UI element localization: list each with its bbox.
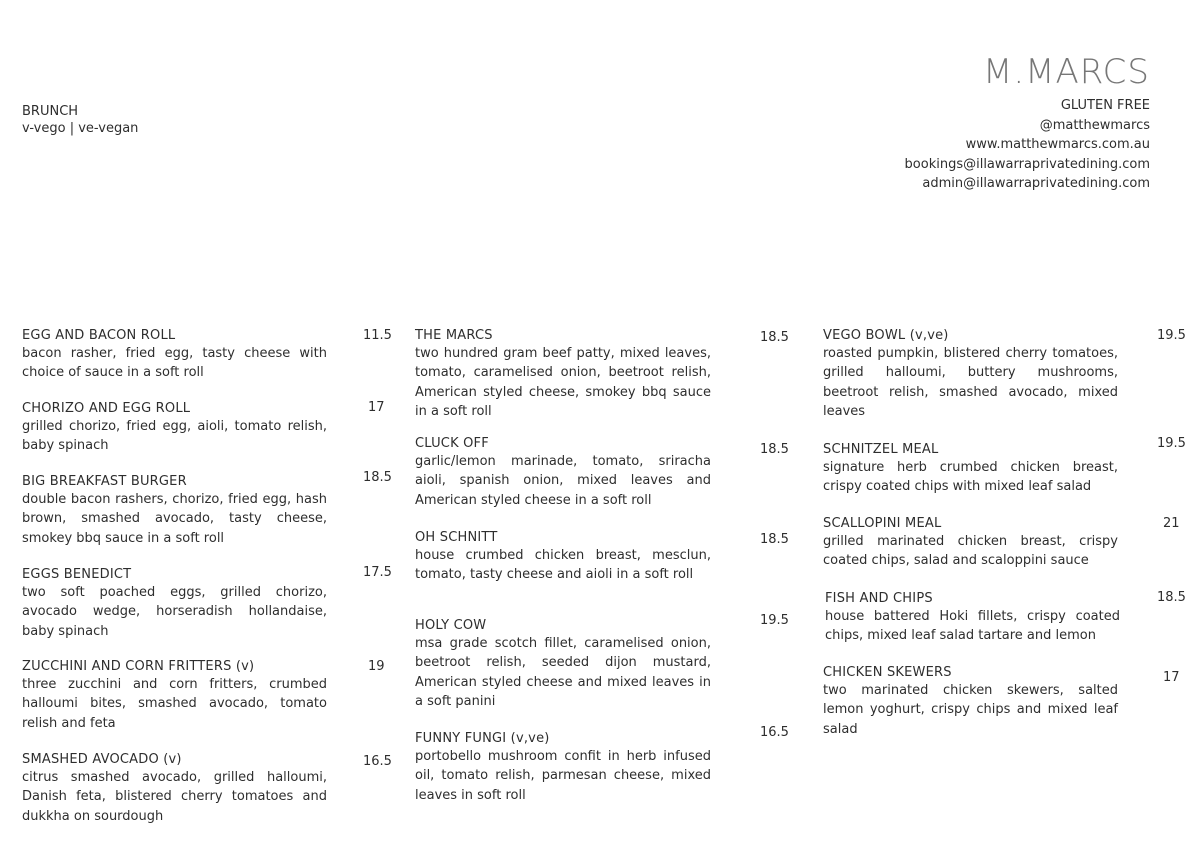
item-price: 16.5 <box>363 754 392 769</box>
menu-item <box>823 327 1118 422</box>
bookings-email[interactable]: bookings@illawarraprivatedining.com <box>904 156 1150 172</box>
item-description: msa grade scotch fillet, caramelised onion, beetroot relish, seeded dijon mustard, American styled cheese and mixed leaves in a soft panini <box>415 636 711 710</box>
item-name: EGGS BENEDICT <box>22 567 132 582</box>
item-description: citrus smashed avocado, grilled halloumi, Danish feta, blistered cherry tomatoes and dukkha on sourdough <box>22 770 327 824</box>
menu-item <box>415 327 711 422</box>
item-name: SCHNITZEL MEAL <box>823 442 939 457</box>
item-description: three zucchini and corn fritters, crumbed halloumi bites, smashed avocado, tomato relish and feta <box>22 677 327 731</box>
item-name: SMASHED AVOCADO (v) <box>22 752 182 767</box>
menu-header <box>22 103 138 137</box>
menu-item <box>22 566 327 641</box>
diet-legend: v-vego | ve-vegan <box>22 121 139 136</box>
item-name: VEGO BOWL (v,ve) <box>823 328 949 343</box>
menu-item <box>415 617 711 712</box>
item-price: 19.5 <box>760 613 789 628</box>
menu-item <box>415 730 711 805</box>
item-name: THE MARCS <box>415 328 493 343</box>
item-name: ZUCCHINI AND CORN FRITTERS (v) <box>22 659 255 674</box>
item-price: 18.5 <box>760 532 789 547</box>
item-description: signature herb crumbed chicken breast, crispy coated chips with mixed leaf salad <box>823 460 1118 495</box>
item-name: OH SCHNITT <box>415 530 498 545</box>
item-price: 19.5 <box>1157 328 1186 343</box>
item-description: two soft poached eggs, grilled chorizo, avocado wedge, horseradish hollandaise, baby spinach <box>22 585 327 639</box>
website-link[interactable]: www.matthewmarcs.com.au <box>965 137 1150 152</box>
item-name: CHICKEN SKEWERS <box>823 665 952 680</box>
menu-item <box>22 400 327 456</box>
section-title: BRUNCH <box>22 104 79 119</box>
item-description: house crumbed chicken breast, mesclun, tomato, tasty cheese and aioli in a soft roll <box>415 548 711 583</box>
brand-block <box>905 52 1150 194</box>
menu-item <box>823 664 1118 739</box>
item-name: FISH AND CHIPS <box>825 591 933 606</box>
item-description: portobello mushroom confit in herb infused oil, tomato relish, parmesan cheese, mixed leaves in soft roll <box>415 749 711 803</box>
item-price: 17.5 <box>363 565 392 580</box>
item-price: 16.5 <box>760 725 789 740</box>
item-price: 21 <box>1163 516 1180 531</box>
menu-item <box>415 529 711 585</box>
social-handle: @matthewmarcs <box>1039 117 1150 133</box>
admin-email[interactable]: admin@illawarraprivatedining.com <box>922 176 1150 191</box>
item-description: bacon rasher, fried egg, tasty cheese with choice of sauce in a soft roll <box>22 346 327 381</box>
item-name: CHORIZO AND EGG ROLL <box>22 401 191 416</box>
menu-item <box>22 658 327 733</box>
item-name: FUNNY FUNGI (v,ve) <box>415 731 550 746</box>
item-name: SCALLOPINI MEAL <box>823 516 942 531</box>
menu-item <box>415 435 711 510</box>
menu-item <box>22 473 327 548</box>
menu-item <box>22 327 327 383</box>
item-price: 17 <box>1163 670 1180 685</box>
item-description: house battered Hoki fillets, crispy coated chips, mixed leaf salad tartare and lemon <box>825 609 1120 644</box>
item-description: two marinated chicken skewers, salted lemon yoghurt, crispy chips and mixed leaf salad <box>823 683 1118 737</box>
item-name: CLUCK OFF <box>415 436 489 451</box>
menu-item <box>823 441 1118 497</box>
item-price: 18.5 <box>760 442 789 457</box>
item-description: grilled chorizo, fried egg, aioli, tomato relish, baby spinach <box>22 419 327 454</box>
item-price: 11.5 <box>363 328 392 343</box>
brand-logo: M.MARCS <box>983 52 1150 92</box>
menu-item <box>823 515 1118 571</box>
menu-item <box>825 590 1120 646</box>
item-description: garlic/lemon marinade, tomato, sriracha aioli, spanish onion, mixed leaves and American styled cheese in a soft roll <box>415 454 711 508</box>
item-price: 19 <box>368 659 385 674</box>
item-description: two hundred gram beef patty, mixed leaves, tomato, caramelised onion, beetroot relish, American styled cheese, smokey bbq sauce in a soft roll <box>415 346 711 420</box>
item-price: 18.5 <box>1157 590 1186 605</box>
item-name: HOLY COW <box>415 618 487 633</box>
item-price: 18.5 <box>363 470 392 485</box>
brand-subtitle: GLUTEN FREE <box>1060 98 1150 113</box>
item-price: 17 <box>368 400 385 415</box>
item-description: double bacon rashers, chorizo, fried egg, hash brown, smashed avocado, tasty cheese, smokey bbq sauce in a soft roll <box>22 492 327 546</box>
item-description: grilled marinated chicken breast, crispy coated chips, salad and scaloppini sauce <box>823 534 1118 569</box>
item-name: EGG AND BACON ROLL <box>22 328 176 343</box>
item-name: BIG BREAKFAST BURGER <box>22 474 187 489</box>
item-description: roasted pumpkin, blistered cherry tomatoes, grilled halloumi, buttery mushrooms, beetroot relish, smashed avocado, mixed leaves <box>823 346 1118 420</box>
item-price: 19.5 <box>1157 436 1186 451</box>
item-price: 18.5 <box>760 330 789 345</box>
menu-item <box>22 751 327 826</box>
